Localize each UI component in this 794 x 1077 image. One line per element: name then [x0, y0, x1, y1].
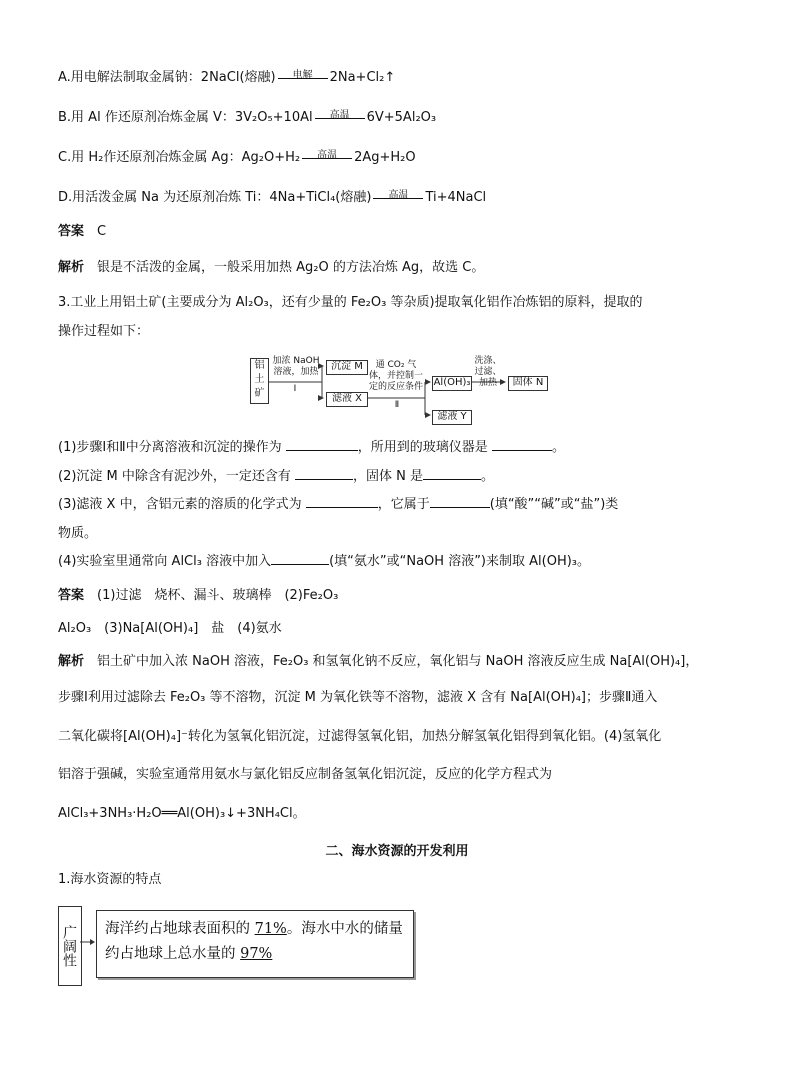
analysis-label: 解析 — [58, 260, 85, 275]
answer-blank[interactable] — [295, 467, 353, 480]
analysis-2-line3: 二氧化碳将[Al(OH)₄]⁻转化为氢氧化铝沉淀，过滤得氢氧化铝，加热分解氢氧化铝得到氧化铝。(4)氢氧化 — [58, 729, 662, 744]
option-c-products: 2Ag+H₂O — [354, 150, 416, 165]
option-d — [58, 188, 486, 208]
option-a-products: 2Na+Cl₂↑ — [329, 70, 396, 85]
subquestion-3-text-c: (填“酸”“碱”或“盐”)类 — [489, 497, 619, 512]
breadth-tag: 广阔性 — [58, 906, 82, 986]
question-3-line1: 3.工业上用铝土矿(主要成分为 Al₂O₃，还有少量的 Fe₂O₃ 等杂质)提取氧化铝作冶炼铝的原料，提取的 — [58, 295, 643, 310]
analysis-text: 银是不活泼的金属，一般采用加热 Ag₂O 的方法冶炼 Ag，故选 C。 — [97, 260, 485, 275]
analysis-2-line4: 铝溶于强碱，实验室通常用氨水与氯化铝反应制备氢氧化铝沉淀，反应的化学方程式为 — [58, 767, 553, 782]
option-b — [58, 108, 436, 128]
option-c — [58, 148, 416, 168]
analysis-2-text-1: 铝土矿中加入浓 NaOH 溶液，Fe₂O₃ 和氢氧化钠不反应，氧化铝与 NaOH 溶液反应生成 Na[Al(OH)₄]， — [97, 654, 699, 669]
subquestion-3-text-b: ，它属于 — [377, 497, 430, 512]
answer-label: 答案 — [58, 224, 85, 239]
option-a — [58, 68, 395, 88]
bauxite-box: 铝土矿 — [250, 358, 269, 404]
subquestion-1-end: 。 — [551, 440, 565, 455]
answer-2-text-1: (1)过滤 烧杯、漏斗、玻璃棒 (2)Fe₂O₃ — [97, 588, 339, 603]
answer-blank[interactable] — [286, 438, 358, 451]
subquestion-1-text: (1)步骤Ⅰ和Ⅱ中分离溶液和沉淀的操作为 — [58, 440, 282, 455]
subquestion-2 — [58, 467, 494, 487]
aluminum-hydroxide-box: Al(OH)₃ — [432, 376, 472, 391]
arrow-right-icon — [80, 938, 96, 946]
reagent-2: 通 CO₂ 气体，并控制一定的反应条件 — [368, 360, 423, 392]
section-title: 二、海水资源的开发利用 — [325, 844, 469, 859]
reaction-condition: 高温 — [388, 190, 409, 201]
answer-2-line2: Al₂O₃ (3)Na[Al(OH)₄] 盐 (4)氨水 — [58, 621, 282, 636]
answer-blank[interactable] — [306, 495, 378, 508]
fact-text-1: 海洋约占地球表面积的 — [105, 921, 255, 937]
subquestion-4 — [58, 552, 590, 572]
subquestion-2-end: 。 — [481, 469, 495, 484]
option-a-text: A.用电解法制取金属钠：2NaCl(熔融) — [58, 70, 276, 85]
option-b-products: 6V+5Al₂O₃ — [366, 110, 437, 125]
answer-blank[interactable] — [492, 438, 552, 451]
step-1-label: Ⅰ — [293, 384, 297, 394]
option-c-text: C.用 H₂作还原剂冶炼金属 Ag：Ag₂O+H₂ — [58, 150, 301, 165]
solid-n-box: 固体 N — [508, 376, 548, 391]
answer-2-line1 — [58, 586, 338, 606]
subquestion-1 — [58, 438, 565, 458]
answer-1 — [58, 222, 106, 242]
subquestion-4-text-b: (填“氨水”或“NaOH 溶液”)来制取 Al(OH)₃。 — [329, 554, 591, 569]
reaction-condition: 电解 — [292, 70, 313, 81]
option-b-text: B.用 Al 作还原剂冶炼金属 V：3V₂O₅+10Al — [58, 110, 313, 125]
fact-text-2: 。海水中水的储量约占地球上总水量的 — [105, 921, 403, 962]
filtrate-x-box: 滤液 X — [326, 392, 368, 407]
subquestion-2-text: (2)沉淀 M 中除含有泥沙外，一定还含有 — [58, 469, 291, 484]
option-d-text: D.用活泼金属 Na 为还原剂冶炼 Ti：4Na+TiCl₄(熔融) — [58, 190, 372, 205]
fact-percent-1: 71% — [254, 921, 287, 937]
analysis-1 — [58, 258, 484, 278]
answer-label: 答案 — [58, 588, 85, 603]
subquestion-3-text: (3)滤液 X 中，含铝元素的溶质的化学式为 — [58, 497, 302, 512]
reaction-condition: 高温 — [317, 150, 338, 161]
subquestion-1-text-b: ，所用到的玻璃仪器是 — [357, 440, 488, 455]
fact-percent-2: 97% — [240, 946, 273, 962]
answer-value: C — [97, 224, 107, 239]
analysis-2-line5: AlCl₃+3NH₃·H₂O══Al(OH)₃↓+3NH₄Cl。 — [58, 806, 306, 821]
process-flowchart — [250, 354, 550, 430]
answer-blank[interactable] — [271, 552, 329, 565]
step-2-label: Ⅱ — [394, 400, 400, 410]
analysis-2-line2: 步骤Ⅰ利用过滤除去 Fe₂O₃ 等不溶物，沉淀 M 为氧化铁等不溶物，滤液 X 含有 Na[Al(OH)₄]；步骤Ⅱ通入 — [58, 690, 658, 705]
precipitate-m-box: 沉淀 M — [326, 360, 368, 375]
option-d-products: Ti+4NaCl — [425, 190, 487, 205]
answer-blank[interactable] — [430, 495, 490, 508]
subquestion-3-cont: 物质。 — [58, 526, 98, 541]
section-subtitle: 1.海水资源的特点 — [58, 872, 162, 887]
reagent-3: 洗涤、过滤、加热 — [474, 356, 502, 388]
subquestion-3 — [58, 495, 618, 515]
filtrate-y-box: 滤液 Y — [432, 410, 472, 425]
subquestion-2-text-b: ，固体 N 是 — [353, 469, 424, 484]
subquestion-4-text: (4)实验室里通常向 AlCl₃ 溶液中加入 — [58, 554, 272, 569]
analysis-2-line1 — [58, 652, 698, 672]
analysis-label: 解析 — [58, 654, 85, 669]
reaction-condition: 高温 — [329, 110, 350, 121]
reagent-1: 加浓 NaOH 溶液，加热 — [272, 356, 320, 377]
question-3-line2: 操作过程如下： — [58, 324, 150, 339]
answer-blank[interactable] — [423, 467, 481, 480]
seawater-facts-box — [96, 910, 414, 978]
